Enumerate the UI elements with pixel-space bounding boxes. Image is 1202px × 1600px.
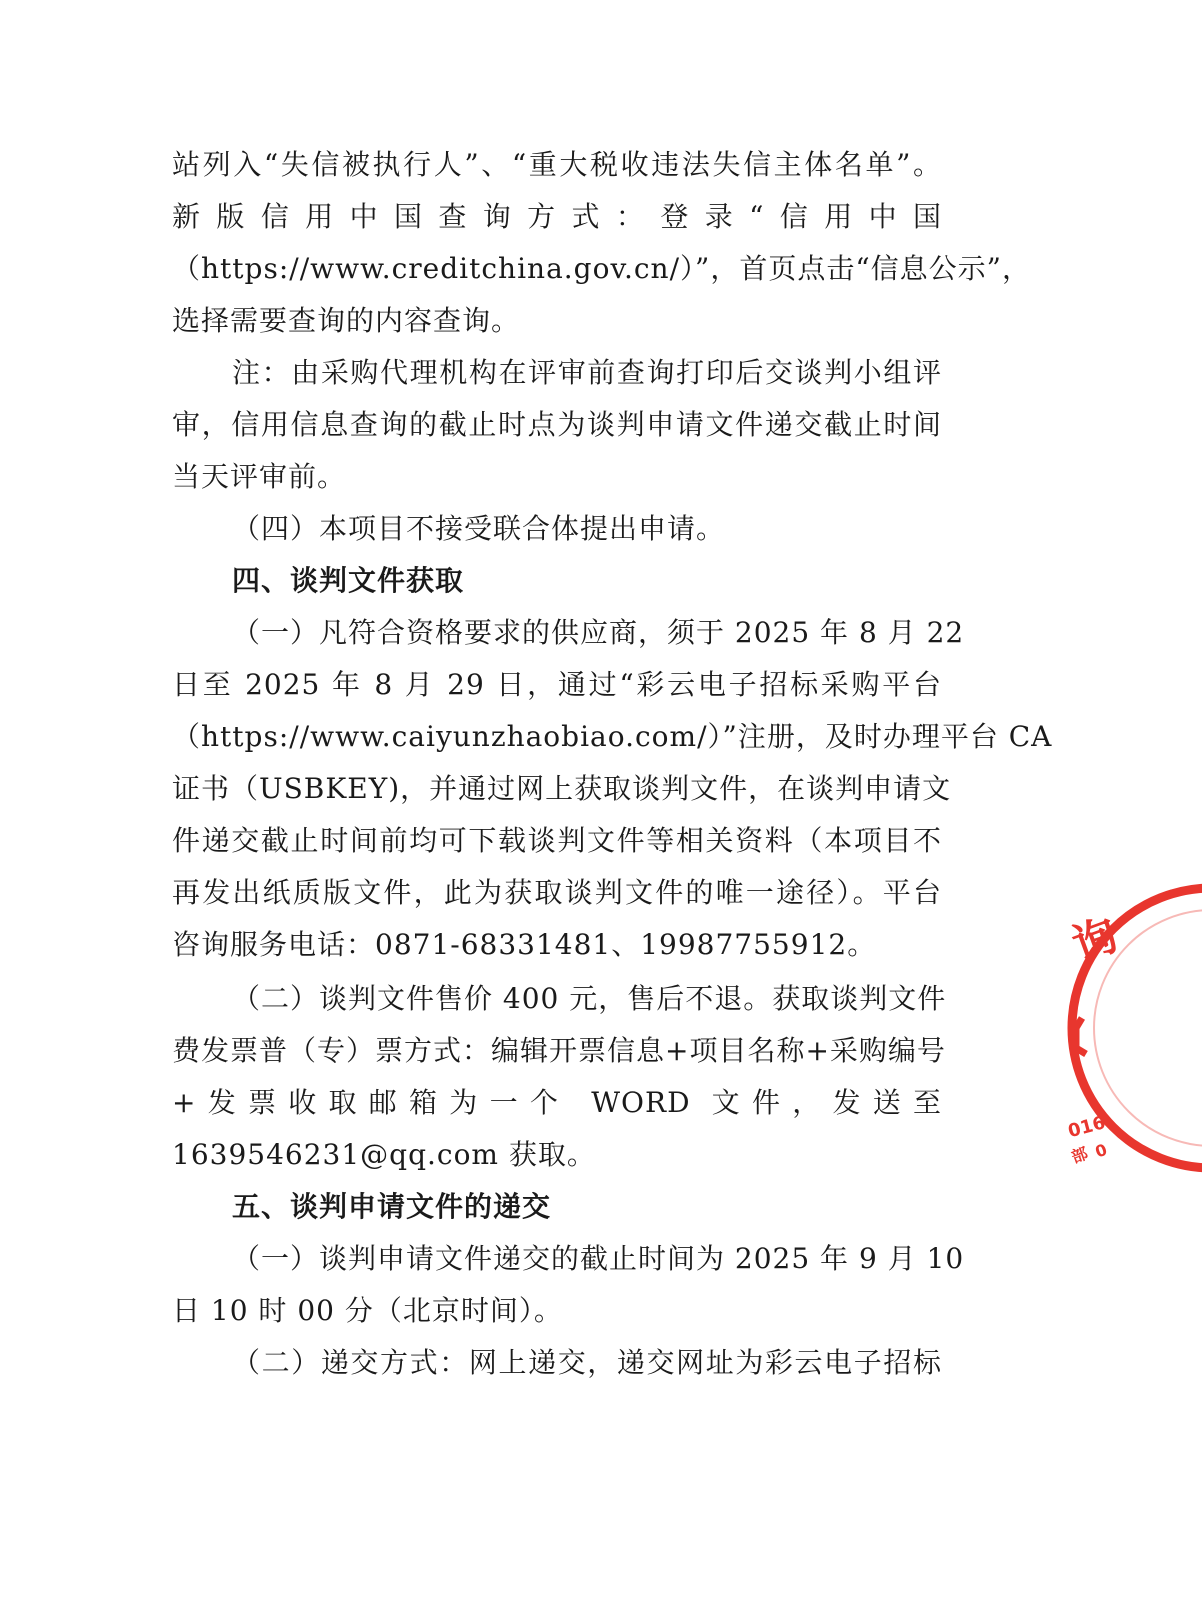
seal-char: 询 — [1065, 909, 1125, 973]
body-line: 费发票普（专）票方式：编辑开票信息+项目名称+采购编号 — [172, 1034, 946, 1067]
body-line: 1639546231@qq.com 获取。 — [172, 1138, 596, 1171]
note-line: 注：由采购代理机构在评审前查询打印后交谈判小组评 — [232, 356, 942, 389]
seal-digits: 016 — [1065, 1112, 1108, 1143]
body-line: 再发出纸质版文件，此为获取谈判文件的唯一途径）。平台 — [172, 876, 942, 909]
body-line: 日至 2025 年 8 月 29 日，通过“彩云电子招标采购平台 — [172, 668, 942, 701]
body-line: （https://www.creditchina.gov.cn/）”，首页点击“信息公示”， — [172, 252, 1031, 285]
body-line: （一）凡符合资格要求的供应商，须于 2025 年 8 月 22 — [232, 616, 965, 649]
body-line: （四）本项目不接受联合体提出申请。 — [232, 512, 726, 545]
section-heading: 四、谈判文件获取 — [232, 564, 465, 597]
body-line: +发票收取邮箱为一个 WORD 文件，发送至 — [172, 1086, 942, 1119]
red-seal-stamp-icon — [1062, 878, 1202, 1178]
body-line: （https://www.caiyunzhaobiao.com/）”注册，及时办理平台 CA — [172, 720, 1053, 753]
body-line: 日 10 时 00 分（北京时间）。 — [172, 1294, 563, 1327]
body-line: 当天评审前。 — [172, 460, 347, 493]
body-line: 件递交截止时间前均可下载谈判文件等相关资料（本项目不 — [172, 824, 942, 857]
body-line: （一）谈判申请文件递交的截止时间为 2025 年 9 月 10 — [232, 1242, 965, 1275]
body-line: 证书（USBKEY)，并通过网上获取谈判文件，在谈判申请文 — [172, 772, 952, 805]
seal-char: 0 — [1092, 1139, 1110, 1162]
body-line: 站列入“失信被执行人”、“重大税收违法失信主体名单”。 — [172, 148, 942, 181]
body-line: 咨询服务电话：0871-68331481、19987755912。 — [172, 928, 877, 961]
body-line: （二）谈判文件售价 400 元，售后不退。获取谈判文件 — [232, 982, 947, 1015]
body-line: 选择需要查询的内容查询。 — [172, 304, 521, 337]
section-heading: 五、谈判申请文件的递交 — [232, 1190, 552, 1223]
body-line: （二）递交方式：网上递交，递交网址为彩云电子招标 — [232, 1346, 942, 1379]
body-line: 新版信用中国查询方式：登录“信用中国 — [172, 200, 942, 233]
seal-char: 部 — [1068, 1143, 1091, 1167]
body-line: 审，信用信息查询的截止时点为谈判申请文件递交截止时间 — [172, 408, 942, 441]
